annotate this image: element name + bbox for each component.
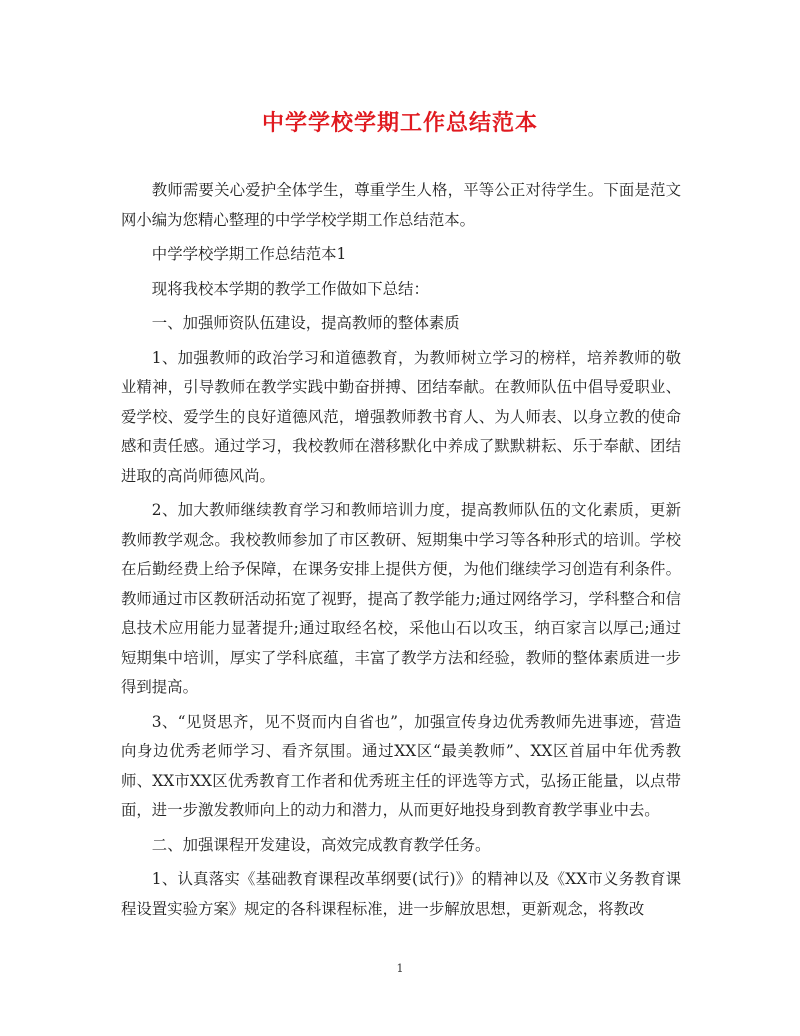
paragraph-item-3: 3、“见贤思齐，见不贤而内自省也”，加强宣传身边优秀教师先进事迹，营造向身边优秀老师学习、看齐氛围。通过XX区“最美教师”、XX区首届中年优秀教师、XX市XX区优秀教育工作者和优秀班主任的评选等方式，弘扬正能量，以点带面，进一步激发教师向上的动力和潜力，从而更好地投身到教育教学事业中去。 [121,712,681,819]
page-number: 1 [396,962,404,975]
document-title: 中学学校学期工作总结范本 [261,110,538,136]
paragraph-item-1: 1、加强教师的政治学习和道德教育，为教师树立学习的榜样，培养教师的敬业精神，引导教师在教学实践中勤奋拼搏、团结奉献。在教师队伍中倡导爱职业、爱学校、爱学生的良好道德风范，增强教师教书育人、为人师表、以身立教的使命感和责任感。通过学习，我校教师在潜移默化中养成了默默耕耘、乐于奉献、团结进取的高尚师德风尚。 [121,348,681,485]
paragraph-curriculum-item-1: 1、认真落实《基础教育课程改革纲要(试行)》的精神以及《XX市义务教育课程设置实验方案》规定的各科课程标准，进一步解放思想，更新观念，将教改 [121,870,681,918]
section-heading-sample-1: 中学学校学期工作总结范本1 [151,245,347,263]
section-heading-teacher-team: 一、加强师资队伍建设，提高教师的整体素质 [151,314,460,332]
document-body [121,176,681,929]
section-heading-curriculum: 二、加强课程开发建设，高效完成教育教学任务。 [151,835,491,854]
intro-paragraph: 教师需要关心爱护全体学生，尊重学生人格，平等公正对待学生。下面是范文网小编为您精心整理的中学学校学期工作总结范本。 [121,181,681,229]
paragraph-item-2: 2、加大教师继续教育学习和教师培训力度，提高教师队伍的文化素质，更新教师教学观念。我校教师参加了市区教研、短期集中学习等各种形式的培训。学校在后勤经费上给予保障，在课务安排上提供方便，为他们继续学习创造有利条件。教师通过市区教研活动拓宽了视野，提高了教学能力;通过网络学习，学科整合和信息技术应用能力显著提升;通过取经名校，采他山石以攻玉，纳百家言以厚己;通过短期集中培训，厚实了学科底蕴，丰富了教学方法和经验，教师的整体素质进一步得到提高。 [121,501,681,696]
summary-intro-paragraph: 现将我校本学期的教学工作做如下总结： [151,279,429,298]
